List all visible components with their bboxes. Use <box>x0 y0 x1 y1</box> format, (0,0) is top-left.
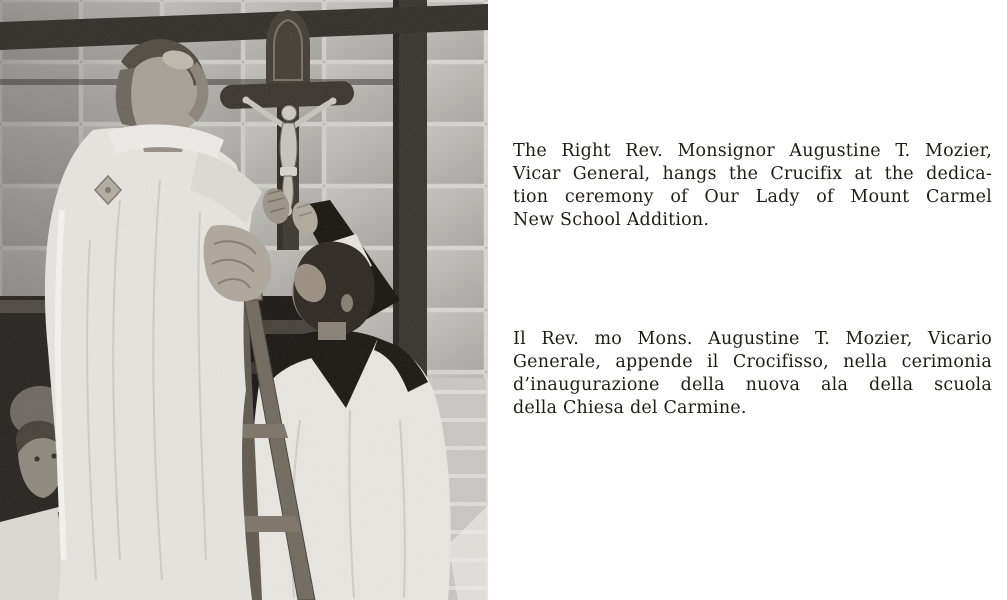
caption-line: tion ceremony of Our Lady of Mount Carmel <box>513 187 992 207</box>
caption-english <box>513 140 992 232</box>
caption-line: Vicar General, hangs the Crucifix at the dedica- <box>513 164 992 184</box>
caption-line: New School Addition. <box>513 210 710 230</box>
caption-line: Il Rev. mo Mons. Augustine T. Mozier, Vicario <box>513 329 992 349</box>
photograph <box>0 0 488 600</box>
halftone-grain <box>0 0 488 600</box>
caption-line: The Right Rev. Monsignor Augustine T. Mozier, <box>513 141 992 161</box>
caption-line: della Chiesa del Carmine. <box>513 398 747 418</box>
caption-italian <box>513 328 992 420</box>
caption-line: Generale, appende il Crocifisso, nella cerimonia <box>513 352 992 372</box>
caption-line: d’inaugurazione della nuova ala della scuola <box>513 375 992 395</box>
